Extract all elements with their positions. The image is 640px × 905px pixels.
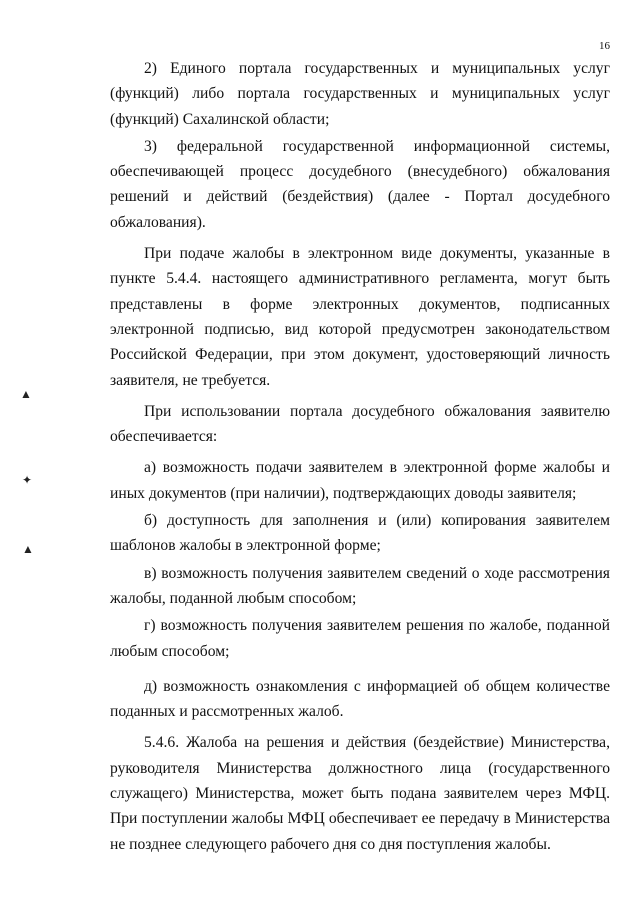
scan-mark: ▲: [20, 387, 32, 401]
paragraph-item-g: г) возможность получения заявителем решения по жалобе, поданной любым способом;: [110, 617, 610, 660]
paragraph-portal-provides: При использовании портала досудебного обжалования заявителю обеспечивается:: [110, 402, 610, 446]
page-number: 16: [599, 40, 610, 52]
paragraph-item-3: 3) федеральной государственной информационной системы, обеспечивающей процесс досудебного (внесудебного) обжалования решений и действий (бездействия) (далее - Портал досудебного обжалования).: [110, 137, 610, 231]
paragraph-item-b: б) доступность для заполнения и (или) копирования заявителем шаблонов жалобы в электронной форме;: [110, 512, 610, 555]
paragraph-item-d: д) возможность ознакомления с информацией об общем количестве поданных и рассмотренных жалоб.: [110, 677, 610, 721]
document-body: [110, 56, 610, 857]
paragraph-item-2: 2) Единого портала государственных и муниципальных услуг (функций) либо портала государственных и муниципальных услуг (функций) Сахалинской области;: [110, 60, 610, 128]
scan-mark: ✦: [22, 473, 33, 487]
scan-mark: ▲: [22, 542, 34, 556]
paragraph-5-4-6: 5.4.6. Жалоба на решения и действия (бездействие) Министерства, руководителя Министерства должностного лица (государственного служащего) Министерства, может быть подана заявителем через МФЦ. При поступлении жалобы МФЦ обеспечивает ее передачу в Министерства не позднее следующего рабочего дня со дня поступления жалобы.: [110, 734, 610, 853]
paragraph-item-v: в) возможность получения заявителем сведений о ходе рассмотрения жалобы, поданной любым способом;: [110, 564, 610, 607]
paragraph-electronic-submission: При подаче жалобы в электронном виде документы, указанные в пункте 5.4.4. настоящего административного регламента, могут быть представлены в форме электронных документов, подписанных электронной подписью, вид которой предусмотрен законодательством Российской Федерации, при этом документ, удостоверяющий личность заявителя, не требуется.: [110, 245, 610, 389]
paragraph-item-a: а) возможность подачи заявителем в электронной форме жалобы и иных документов (при наличии), подтверждающих доводы заявителя;: [110, 459, 610, 502]
